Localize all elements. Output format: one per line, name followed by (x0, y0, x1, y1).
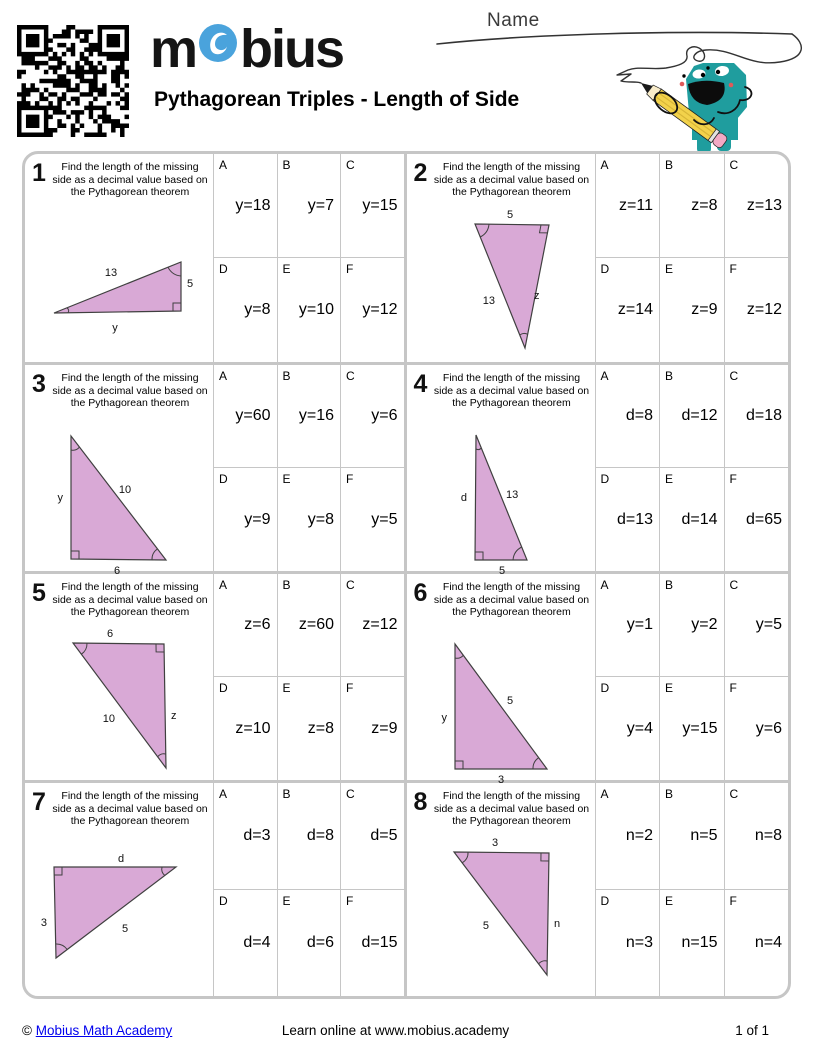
answer-letter: A (600, 158, 609, 172)
qr-code-icon (17, 25, 129, 137)
answer-value: y=10 (298, 301, 334, 318)
answer-letter: E (665, 262, 674, 276)
answer-value: z=9 (691, 301, 718, 318)
answer-option-C (724, 365, 789, 468)
answer-option-A (595, 574, 660, 677)
problem-4-info (407, 365, 595, 577)
answer-letter: A (600, 578, 609, 592)
answer-value: z=9 (371, 719, 398, 737)
problem-instruction: Find the length of the missing side as a decimal value based on the Pythagorean theorem (52, 372, 208, 410)
problem-instruction: Find the length of the missing side as a decimal value based on the Pythagorean theorem (433, 581, 590, 619)
answer-option-E (659, 468, 724, 571)
answer-value: n=4 (754, 933, 782, 951)
answer-option-F (724, 258, 789, 362)
answer-option-F (340, 468, 404, 571)
answer-value: z=8 (307, 719, 334, 737)
answer-value: y=9 (244, 510, 271, 528)
problem-number: 2 (413, 159, 428, 187)
answer-letter: C (729, 158, 739, 172)
page-number: 1 of 1 (735, 1023, 769, 1038)
logo-text-prefix: m (150, 19, 197, 79)
answer-option-C (340, 574, 404, 677)
answer-option-D (213, 258, 277, 362)
answer-value: n=2 (625, 826, 653, 844)
answer-value: z=14 (617, 301, 653, 318)
answer-letter: B (282, 787, 291, 801)
answer-option-A (213, 574, 277, 677)
problem-1 (25, 154, 407, 365)
answer-letter: D (219, 262, 228, 276)
answer-option-A (595, 365, 660, 468)
answer-value: z=60 (298, 616, 334, 633)
answer-letter: D (600, 681, 610, 695)
answer-letter: F (729, 262, 737, 276)
footer-center-text: Learn online at www.mobius.academy (281, 1023, 510, 1038)
answer-option-F (724, 468, 789, 571)
answer-option-B (659, 154, 724, 258)
problem-3 (25, 365, 407, 577)
problem-6-info (407, 574, 595, 786)
answer-letter: B (665, 158, 674, 172)
answer-option-E (659, 258, 724, 362)
answer-option-A (595, 783, 660, 890)
answer-value: y=12 (362, 301, 398, 318)
problem-1-info (25, 154, 213, 362)
problem-number: 5 (32, 579, 46, 607)
name-label: Name (487, 10, 540, 31)
answer-value: d=8 (306, 826, 334, 844)
answer-option-F (340, 677, 404, 780)
answer-value: d=13 (616, 510, 653, 528)
side-label: 5 (506, 209, 513, 221)
side-label: y (57, 492, 63, 504)
page-footer (22, 1023, 769, 1038)
triangle-diagram (25, 626, 213, 784)
answer-value: n=3 (625, 933, 653, 951)
answer-letter: B (665, 578, 674, 592)
answer-value: y=7 (307, 196, 334, 214)
answer-letter: D (600, 893, 610, 908)
answer-option-B (659, 783, 724, 890)
side-label: 10 (102, 713, 115, 725)
answer-letter: F (346, 681, 354, 695)
side-label: 6 (113, 565, 121, 577)
answer-letter: A (219, 787, 228, 801)
problem-instruction: Find the length of the missing side as a decimal value based on the Pythagorean theorem (433, 790, 590, 828)
answer-option-E (277, 468, 341, 571)
mobius-math-academy-link[interactable]: Mobius Math Academy (35, 1023, 173, 1038)
answer-option-B (277, 154, 341, 258)
answer-letter: E (665, 893, 674, 908)
answer-value: y=5 (755, 616, 782, 633)
answer-value: y=4 (626, 719, 653, 737)
side-label: 3 (497, 774, 504, 786)
answer-letter: E (282, 472, 291, 486)
answer-option-E (659, 677, 724, 780)
problem-number: 4 (413, 370, 428, 398)
problem-6 (407, 574, 789, 786)
answer-option-D (213, 468, 277, 571)
side-label: 5 (187, 278, 194, 290)
answer-option-F (340, 258, 404, 362)
monster-hand-curl (694, 118, 714, 124)
answer-value: y=6 (371, 407, 398, 424)
answer-option-D (595, 468, 660, 571)
problem-instruction: Find the length of the missing side as a decimal value based on the Pythagorean theorem (433, 372, 590, 410)
problem-instruction: Find the length of the missing side as a decimal value based on the Pythagorean theorem (52, 581, 208, 619)
answer-value: y=6 (755, 719, 782, 737)
answer-option-D (595, 677, 660, 780)
side-label: 5 (506, 695, 513, 707)
answer-letter: A (219, 578, 228, 592)
problem-5 (25, 574, 407, 783)
answer-letter: E (665, 681, 674, 695)
answer-letter: C (729, 369, 739, 383)
problem-7-info (25, 783, 213, 996)
answer-letter: B (282, 158, 291, 172)
answer-option-E (659, 890, 724, 997)
answer-option-A (213, 783, 277, 890)
answer-value: z=12 (746, 301, 782, 318)
side-label: 5 (121, 923, 129, 935)
answer-value: d=12 (681, 407, 718, 424)
triangle-diagram (407, 417, 595, 575)
answer-letter: E (282, 893, 291, 908)
answer-letter: C (346, 158, 355, 172)
copyright-symbol: © (22, 1023, 32, 1038)
problem-2 (407, 154, 789, 365)
answer-letter: A (219, 369, 228, 383)
worksheet-grid (22, 151, 791, 999)
answer-option-B (277, 783, 341, 890)
answer-value: y=8 (244, 301, 271, 318)
answer-letter: C (346, 369, 355, 383)
side-label: 13 (482, 295, 495, 307)
answer-option-F (340, 890, 404, 997)
problem-2-info (407, 154, 595, 362)
problem-3-info (25, 365, 213, 577)
answer-value: d=5 (370, 826, 398, 844)
answer-value: y=60 (235, 407, 271, 424)
answer-option-D (595, 890, 660, 997)
logo-text-suffix: bius (240, 19, 344, 79)
answer-letter: D (219, 472, 228, 486)
side-label: 13 (104, 267, 118, 279)
answer-letter: E (665, 472, 674, 486)
answer-value: z=10 (235, 719, 271, 737)
side-label: 13 (505, 489, 518, 501)
answer-letter: F (346, 472, 354, 486)
triangle-diagram (407, 206, 595, 364)
problem-instruction: Find the length of the missing side as a decimal value based on the Pythagorean theorem (52, 790, 208, 828)
answer-letter: C (729, 787, 739, 801)
problem-7 (25, 783, 407, 996)
side-label: y (112, 322, 118, 334)
problem-number: 8 (413, 788, 428, 816)
triangle-diagram (25, 835, 213, 993)
answer-option-C (340, 154, 404, 258)
answer-value: d=3 (243, 826, 271, 844)
answer-value: n=5 (690, 826, 718, 844)
answer-option-C (724, 574, 789, 677)
answer-value: y=15 (362, 196, 398, 214)
side-label: n (553, 918, 560, 930)
answer-option-C (340, 783, 404, 890)
answer-letter: D (600, 262, 610, 276)
answer-letter: F (729, 893, 737, 908)
side-label: z (171, 710, 177, 722)
answer-letter: D (600, 472, 610, 486)
answer-letter: F (346, 893, 354, 908)
answer-option-A (595, 154, 660, 258)
answer-letter: C (346, 578, 355, 592)
answer-option-E (277, 677, 341, 780)
answer-option-D (213, 890, 277, 997)
copyright-line (22, 1023, 255, 1038)
problem-number: 7 (32, 788, 46, 816)
triangle-diagram (407, 626, 595, 784)
answer-option-C (724, 154, 789, 258)
answer-value: d=14 (681, 510, 718, 528)
problem-number: 1 (32, 159, 46, 187)
answer-letter: B (282, 369, 291, 383)
answer-value: n=8 (754, 826, 782, 844)
answer-letter: A (219, 158, 228, 172)
triangle-diagram (25, 417, 213, 575)
answer-option-D (213, 677, 277, 780)
side-label: d (117, 853, 125, 865)
answer-value: d=15 (361, 933, 398, 951)
answer-option-B (277, 574, 341, 677)
answer-value: y=1 (626, 616, 653, 633)
answer-value: z=6 (244, 616, 271, 633)
problem-number: 3 (32, 370, 46, 398)
mobius-logo (150, 18, 344, 79)
side-label: 10 (118, 484, 132, 496)
answer-letter: B (665, 787, 674, 801)
answer-letter: B (665, 369, 674, 383)
answer-value: n=15 (681, 933, 718, 951)
answer-value: d=65 (745, 510, 782, 528)
side-label: d (460, 492, 467, 504)
side-label: 3 (491, 837, 498, 849)
problem-8 (407, 783, 789, 996)
triangle-diagram (407, 835, 595, 993)
answer-option-E (277, 890, 341, 997)
answer-letter: A (600, 369, 609, 383)
answer-value: d=8 (625, 407, 653, 424)
side-label: z (533, 290, 539, 302)
answer-letter: D (219, 893, 228, 908)
answer-letter: F (729, 681, 737, 695)
answer-letter: A (600, 787, 609, 801)
answer-value: d=4 (243, 933, 271, 951)
answer-letter: F (729, 472, 737, 486)
answer-value: z=13 (746, 196, 782, 214)
answer-option-C (340, 365, 404, 468)
answer-letter: D (219, 681, 228, 695)
answer-value: y=16 (298, 407, 334, 424)
triangle-diagram (25, 206, 213, 364)
problem-5-info (25, 574, 213, 780)
side-label: 6 (106, 628, 114, 640)
answer-value: y=18 (235, 196, 271, 214)
answer-value: y=15 (682, 719, 718, 737)
answer-letter: B (282, 578, 291, 592)
answer-option-F (724, 677, 789, 780)
answer-option-B (277, 365, 341, 468)
answer-option-C (724, 783, 789, 890)
answer-value: z=8 (691, 196, 718, 214)
answer-option-B (659, 574, 724, 677)
answer-value: y=2 (691, 616, 718, 633)
monster-hand (651, 89, 681, 118)
side-label: 5 (498, 565, 505, 577)
mobius-o-swirl-icon (198, 18, 238, 72)
answer-value: y=5 (371, 510, 398, 528)
side-label: 5 (482, 920, 489, 932)
name-underline (437, 32, 792, 44)
answer-option-E (277, 258, 341, 362)
answer-letter: C (346, 787, 355, 801)
answer-option-B (659, 365, 724, 468)
answer-letter: F (346, 262, 354, 276)
answer-value: d=6 (306, 933, 334, 951)
worksheet-title: Pythagorean Triples - Length of Side (154, 88, 520, 111)
side-label: y (441, 712, 447, 724)
answer-option-A (213, 365, 277, 468)
answer-letter: C (729, 578, 739, 592)
problem-instruction: Find the length of the missing side as a decimal value based on the Pythagorean theorem (433, 161, 590, 199)
answer-value: d=18 (745, 407, 782, 424)
answer-option-A (213, 154, 277, 258)
monster-icon (680, 63, 752, 153)
answer-letter: E (282, 262, 291, 276)
problem-4 (407, 365, 789, 577)
problem-8-info (407, 783, 595, 996)
problem-number: 6 (413, 579, 428, 607)
problem-instruction: Find the length of the missing side as a decimal value based on the Pythagorean theorem (52, 161, 208, 199)
answer-option-F (724, 890, 789, 997)
answer-value: z=12 (362, 616, 398, 633)
pencil-scribble (617, 34, 801, 83)
answer-option-D (595, 258, 660, 362)
answer-letter: E (282, 681, 291, 695)
pencil-icon (637, 77, 729, 149)
answer-value: z=11 (619, 196, 653, 214)
answer-value: y=8 (307, 510, 334, 528)
side-label: 3 (40, 917, 47, 929)
